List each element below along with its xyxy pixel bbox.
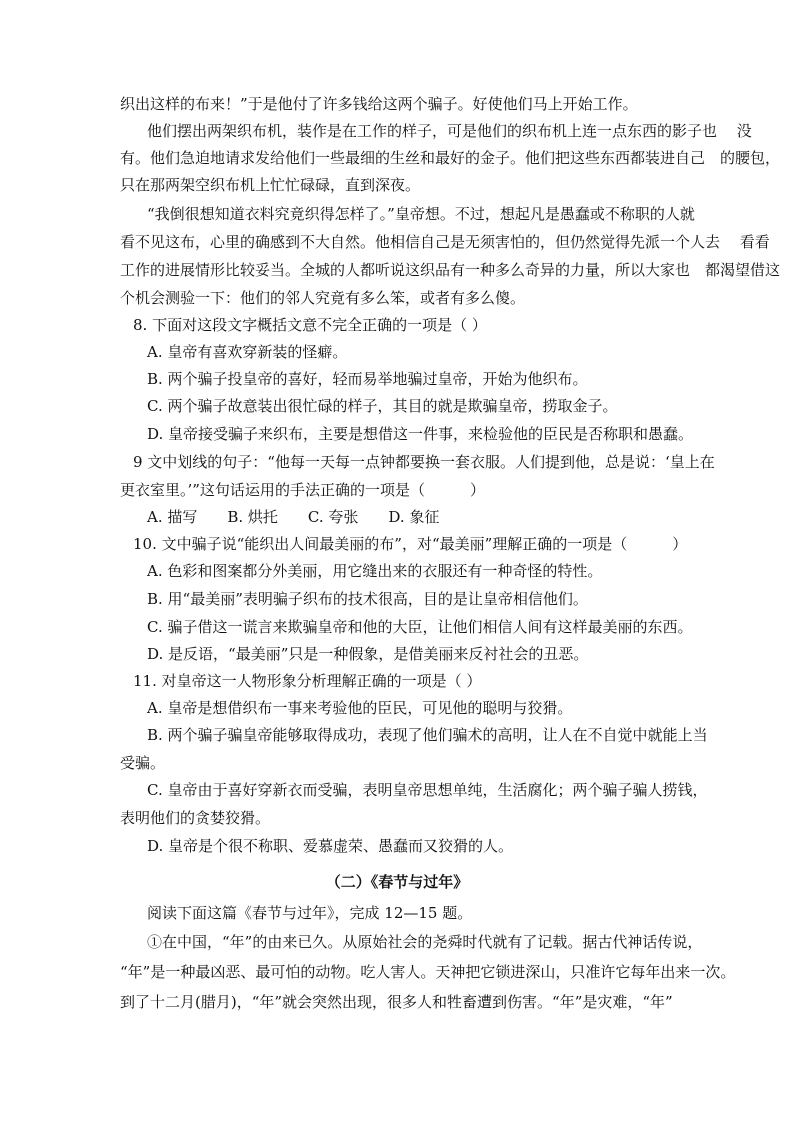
- q10-option-a: A. 色彩和图案都分外美丽，用它缝出来的衣服还有一种奇怪的特性。: [147, 562, 603, 580]
- text-line-1: 织出这样的布来！”于是他付了许多钱给这两个骗子。好使他们马上开始工作。: [120, 95, 638, 113]
- q11-option-a: A. 皇帝是想借织布一事来考验他的臣民，可见他的聪明与狡猾。: [147, 699, 573, 717]
- q11-option-c-cont: 表明他们的贪婪狡猾。: [120, 809, 271, 827]
- text-line-3: 有。他们急迫地请求发给他们一些最细的生丝和最好的金子。他们把这些东西都装进自己 的腰包，: [120, 149, 781, 167]
- text-line-8: 个机会测验一下：他们的邻人究竟有多么笨，或者有多么傻。: [120, 289, 526, 307]
- question-9-cont: 更衣室里。’”这句话运用的手法正确的一项是（ ）: [120, 481, 485, 499]
- passage-line-3: 到了十二月(腊月)，“年”就会突然出现，很多人和牲畜遭到伤害。“年”是灾难，“年”: [120, 993, 673, 1011]
- question-10: 10. 文中骗子说“能织出人间最美丽的布”，对“最美丽”理解正确的一项是（ ）: [133, 535, 688, 553]
- q11-option-b: B. 两个骗子骗皇帝能够取得成功，表现了他们骗术的高明，让人在不自觉中就能上当: [147, 726, 708, 744]
- q8-option-c: C. 两个骗子故意装出很忙碌的样子，其目的就是欺骗皇帝，捞取金子。: [147, 397, 618, 415]
- text-line-7: 工作的进展情形比较妥当。全城的人都听说这织品有一种多么奇异的力量，所以大家也 都渴望借这: [120, 261, 781, 279]
- q10-option-b: B. 用“最美丽”表明骗子织布的技术很高，目的是让皇帝相信他们。: [147, 590, 588, 608]
- question-8: 8. 下面对这段文字概括文意不完全正确的一项是（ ）: [133, 316, 487, 334]
- passage-line-1: ①在中国，“年”的由来已久。从原始社会的尧舜时代就有了记载。据古代神话传说，: [147, 933, 703, 951]
- question-9: 9 文中划线的句子：“他每一天每一点钟都要换一套衣服。人们提到他，总是说：‘皇上在: [133, 453, 715, 471]
- question-11: 11. 对皇帝这一人物形象分析理解正确的一项是（ ）: [133, 672, 482, 690]
- q11-option-b-cont: 受骗。: [120, 754, 166, 772]
- q11-option-d: D. 皇帝是个很不称职、爱慕虚荣、愚蠢而又狡猾的人。: [147, 837, 514, 855]
- q8-option-a: A. 皇帝有喜欢穿新装的怪癖。: [147, 343, 348, 361]
- q11-option-c: C. 皇帝由于喜好穿新衣而受骗，表明皇帝思想单纯，生活腐化；两个骗子骗人捞钱，: [147, 781, 708, 799]
- text-line-2: 他们摆出两架织布机，装作是在工作的样子，可是他们的织布机上连一点东西的影子也 没: [147, 122, 752, 140]
- section-title: （二）《春节与过年》: [325, 873, 469, 891]
- q10-option-d: D. 是反语，“最美丽”只是一种假象，是借美丽来反衬社会的丑恶。: [147, 645, 589, 663]
- text-line-6: 看不见这布，心里的确感到不大自然。他相信自己是无须害怕的，但仍然觉得先派一个人去 看看: [120, 233, 770, 251]
- text-line-4: 只在那两架空织布机上忙忙碌碌，直到深夜。: [120, 176, 421, 194]
- q8-option-b: B. 两个骗子投皇帝的喜好，轻而易举地骗过皇帝，开始为他织布。: [147, 370, 588, 388]
- q8-option-d: D. 皇帝接受骗子来织布，主要是想借这一件事，来检验他的臣民是否称职和愚蠢。: [147, 425, 694, 443]
- text-line-5: “我倒很想知道衣料究竟织得怎样了。”皇帝想。不过，想起凡是愚蠢或不称职的人就: [147, 205, 695, 223]
- q9-options: A. 描写 B. 烘托 C. 夸张 D. 象征: [147, 508, 440, 526]
- reading-instruction: 阅读下面这篇《春节与过年》，完成 12—15 题。: [147, 904, 473, 922]
- passage-line-2: “年”是一种最凶恶、最可怕的动物。吃人害人。天神把它锁进深山，只准许它每年出来一次。: [120, 963, 736, 981]
- q10-option-c: C. 骗子借这一谎言来欺骗皇帝和他的大臣，让他们相信人间有这样最美丽的东西。: [147, 618, 693, 636]
